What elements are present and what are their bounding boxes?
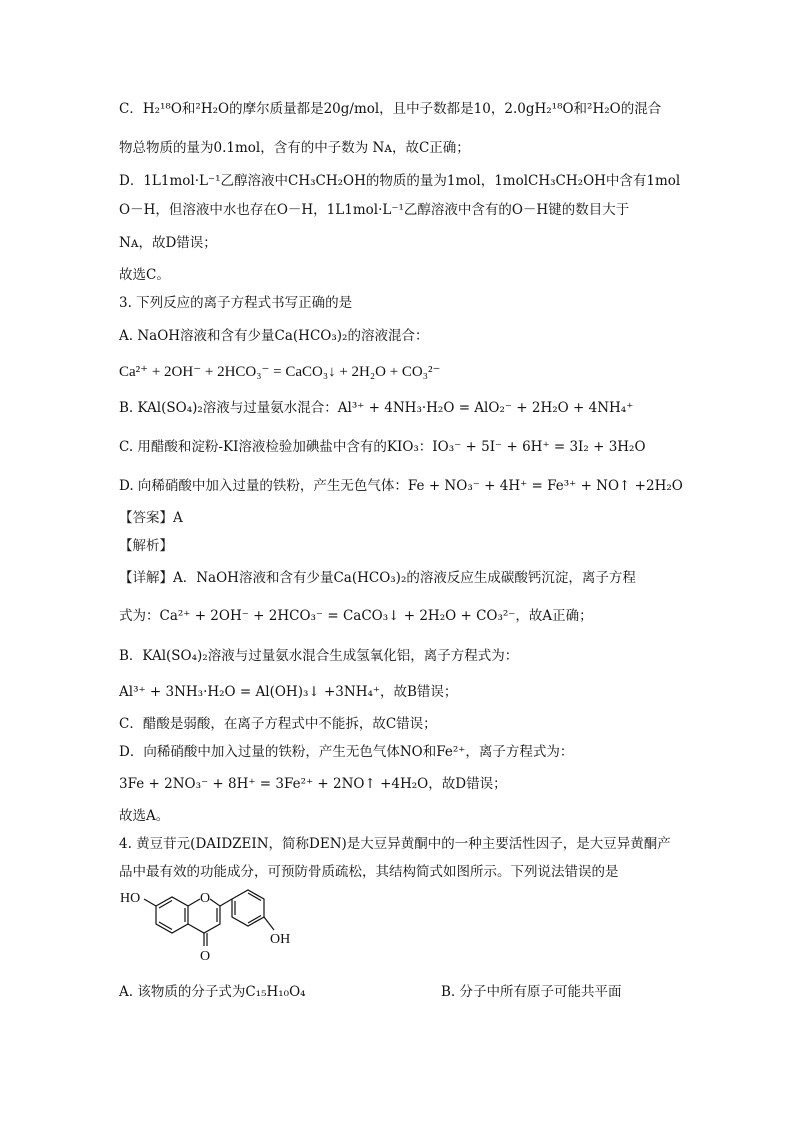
detail-line-4: Al³⁺ + 3NH₃·H₂O = Al(OH)₃↓ +3NH₄⁺，故B错误； [119, 684, 458, 700]
question-3-option-d: D. 向稀硝酸中加入过量的铁粉，产生无色气体：Fe + NO₃⁻ + 4H⁺ = Fe³⁺ + NO↑ +2H₂O [119, 478, 683, 494]
detail-line-2: 式为：Ca²⁺ + 2OH⁻ + 2HCO₃⁻ = CaCO₃↓ + 2H₂O + CO₃²⁻，故A正确； [119, 608, 593, 624]
question-3-option-a-line-1: A. NaOH溶液和含有少量Ca(HCO₃)₂的溶液混合： [119, 328, 429, 344]
keto-oxygen-label: O [200, 949, 211, 964]
oh-label: OH [270, 932, 291, 947]
question-4-stem-line-1: 4. 黄豆苷元(DAIDZEIN，简称DEN)是大豆异黄酮中的一种主要活性因子，是大豆异黄酮产 [119, 836, 671, 852]
option-d-explanation-line-2: O－H，但溶液中水也存在O－H，1L1mol·L⁻¹乙醇溶液中含有的O－H键的数目大于 [119, 202, 630, 218]
ho-label: HO [120, 891, 141, 906]
question-3-option-c: C. 用醋酸和淀粉-KI溶液检验加碘盐中含有的KIO₃：IO₃⁻ + 5I⁻ + 6H⁺ = 3I₂ + 3H₂O [119, 439, 646, 455]
question-3-option-b: B. KAl(SO₄)₂溶液与过量氨水混合：Al³⁺ + 4NH₃·H₂O = AlO₂⁻ + 2H₂O + 4NH₄⁺ [119, 400, 634, 416]
detail-line-1: 【详解】A．NaOH溶液和含有少量Ca(HCO₃)₂的溶液反应生成碳酸钙沉淀，离子方程 [119, 570, 636, 586]
answer-label: 【答案】A [119, 510, 183, 526]
option-d-explanation-line-3: Nᴀ，故D错误； [119, 235, 217, 251]
choose-c-line: 故选C。 [119, 267, 170, 283]
detail-line-5: C．醋酸是弱酸，在离子方程式中不能拆，故C错误； [119, 716, 437, 732]
question-4-stem-line-2: 品中最有效的功能成分，可预防骨质疏松，其结构简式如图所示。下列说法错误的是 [119, 864, 619, 880]
question-3-option-a-equation: Ca²⁺ + 2OH⁻ + 2HCO₃⁻ = CaCO₃↓ + 2H₂O + CO₃²⁻ [119, 364, 441, 380]
question-3-stem: 3. 下列反应的离子方程式书写正确的是 [119, 295, 353, 311]
detail-line-6: D．向稀硝酸中加入过量的铁粉，产生无色气体NO和Fe²⁺，离子方程式为： [119, 744, 574, 760]
daidzein-structure-diagram [118, 888, 318, 978]
option-c-explanation-line-2: 物总物质的量为0.1mol，含有的中子数为 Nᴀ，故C正确； [119, 140, 470, 156]
question-4-option-b: B. 分子中所有原子可能共平面 [441, 984, 622, 1000]
question-4-option-a: A. 该物质的分子式为C₁₅H₁₀O₄ [119, 984, 306, 1000]
option-d-explanation-line-1: D．1L1mol·L⁻¹乙醇溶液中CH₃CH₂OH的物质的量为1mol，1molCH₃CH₂OH中含有1mol [119, 173, 681, 189]
analysis-label: 【解析】 [119, 538, 173, 554]
detail-line-7: 3Fe + 2NO₃⁻ + 8H⁺ = 3Fe²⁺ + 2NO↑ +4H₂O，故D错误； [119, 776, 507, 792]
ring-oxygen-label: O [200, 891, 211, 906]
choose-a-line: 故选A。 [119, 808, 170, 824]
detail-line-3: B．KAl(SO₄)₂溶液与过量氨水混合生成氢氧化铝，离子方程式为： [119, 648, 519, 664]
option-c-explanation-line-1: C．H₂¹⁸O和²H₂O的摩尔质量都是20g/mol，且中子数都是10，2.0gH₂¹⁸O和²H₂O的混合 [119, 101, 662, 117]
